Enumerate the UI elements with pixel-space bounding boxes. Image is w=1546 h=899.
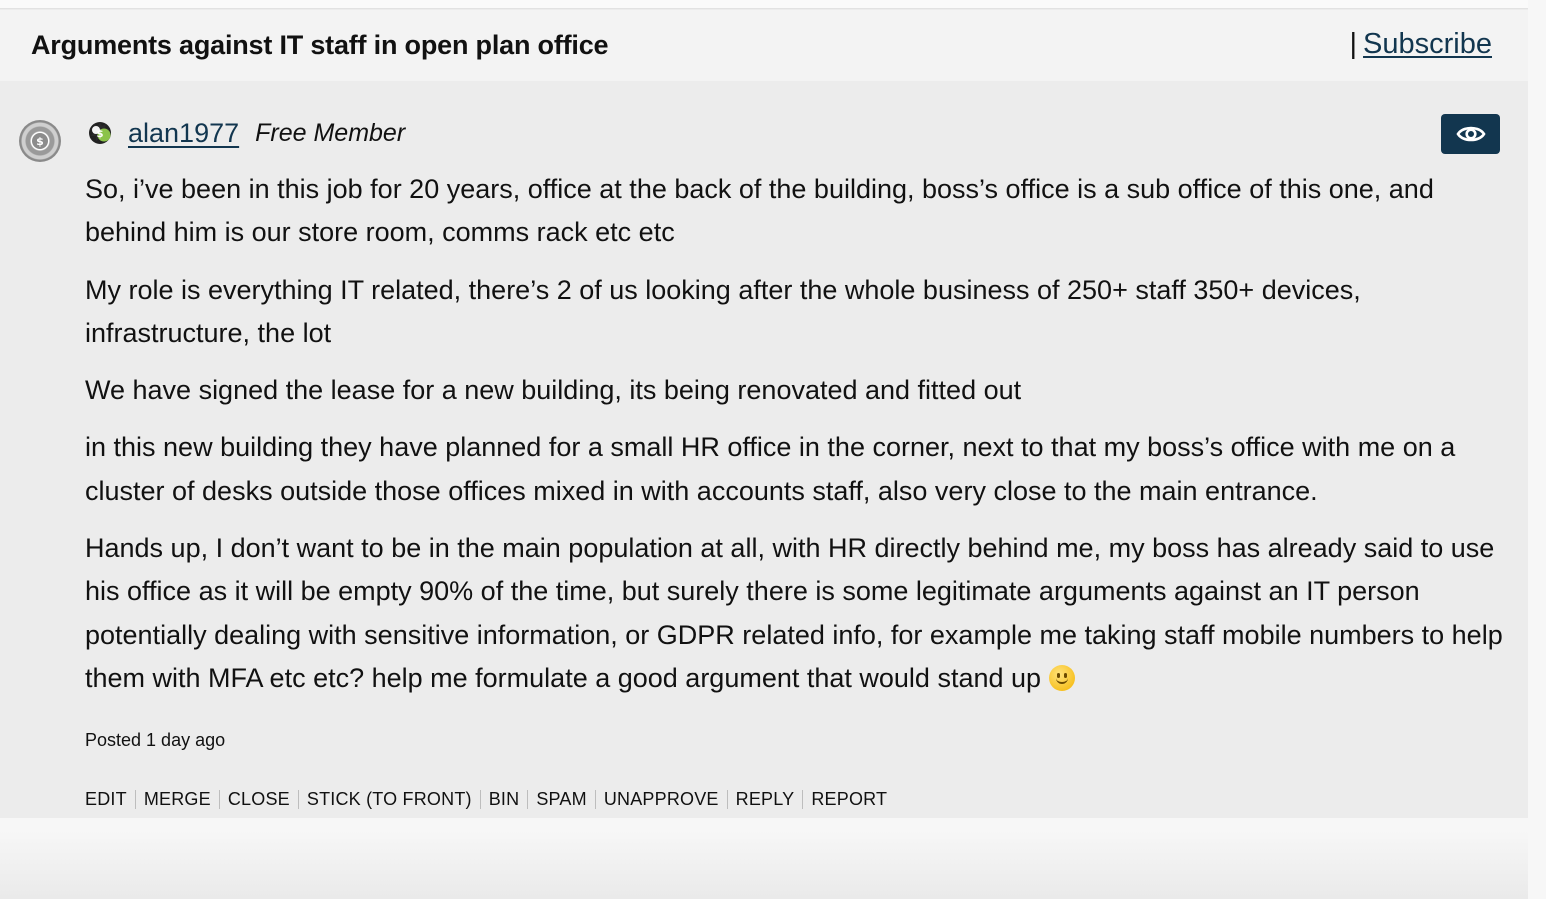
close-action[interactable]: CLOSE [227,789,290,809]
action-divider [480,790,481,809]
post-paragraph: So, i’ve been in this job for 20 years, office at the back of the building, boss’s office is a sub office of this one, and behind him is our store room, comms rack etc etc [85,174,1434,248]
bottom-fade [0,831,1528,899]
action-divider [802,790,803,809]
moderation-actions [85,789,887,810]
stick-action[interactable]: STICK (TO FRONT) [306,789,472,809]
member-badge-icon [85,118,115,148]
watch-button[interactable] [1441,114,1500,154]
action-divider [527,790,528,809]
default-avatar-icon[interactable] [19,120,61,162]
action-divider [219,790,220,809]
post-paragraph-last [85,527,1515,700]
header-separator: | [1349,28,1358,60]
action-divider [135,790,136,809]
action-divider [298,790,299,809]
post-paragraph: in this new building they have planned for a small HR office in the corner, next to that my boss’s office with me on a cluster of desks outside those offices mixed in with accounts staff, also very close to the main entrance. [85,432,1456,506]
member-type: Free Member [255,118,406,147]
post-paragraph: My role is everything IT related, there’s 2 of us looking after the whole business of 250+ staff 350+ devices, infrastructure, the lot [85,274,1361,348]
post-body [85,168,1515,714]
svg-text:$: $ [96,129,104,140]
top-divider [0,0,1528,9]
action-divider [727,790,728,809]
spam-action[interactable]: SPAM [536,789,587,809]
thread-title: Arguments against IT staff in open plan office [31,30,609,60]
slightly-smiling-face-icon [1049,665,1075,691]
merge-action[interactable]: MERGE [143,789,211,809]
thread-header [0,10,1528,81]
report-action[interactable]: REPORT [811,789,888,809]
username-link[interactable]: alan1977 [128,117,240,148]
post-paragraph: We have signed the lease for a new building, its being renovated and fitted out [85,375,1022,406]
avatar-glyph [30,131,50,151]
subscribe-link[interactable]: Subscribe [1363,28,1492,60]
subscribe-area [1349,28,1492,61]
svg-text:$: $ [36,135,44,148]
bin-action[interactable]: BIN [488,789,520,809]
eye-icon [1456,123,1486,145]
post-meta [85,117,405,149]
reply-action[interactable]: REPLY [735,789,795,809]
unapprove-action[interactable]: UNAPPROVE [603,789,719,809]
action-divider [595,790,596,809]
post-paragraph-text: Hands up, I don’t want to be in the main population at all, with HR directly behind me, my boss has already said to use his office as it will be empty 90% of the time, but surely there is some legitimate arguments against an IT person potentially dealing with sensitive information, or GDPR related info, for example me taking staff mobile numbers to help them with MFA etc etc? help me formulate a good argument that would stand up [85,533,1503,693]
edit-action[interactable]: EDIT [85,789,127,809]
posted-time: Posted 1 day ago [85,730,226,750]
forum-post [0,81,1528,818]
